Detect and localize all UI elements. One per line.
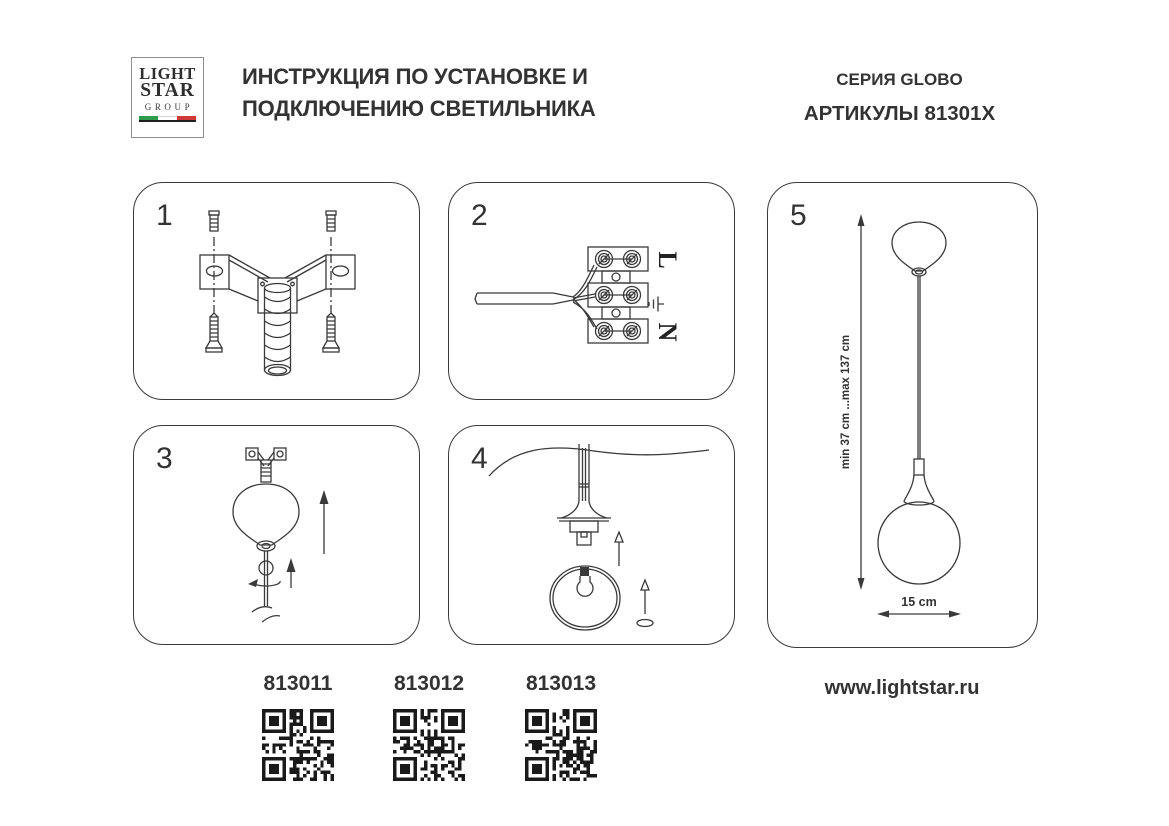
width-dimension-label: 15 cm	[901, 595, 937, 609]
series-name: СЕРИЯ GLOBO	[836, 70, 963, 89]
pendant-lamp	[878, 222, 960, 584]
logo-text-group: GROUP	[144, 102, 194, 112]
logo-text-star: STAR	[140, 80, 195, 101]
article-item	[393, 672, 465, 781]
step-2-number: 2	[471, 199, 488, 232]
step-2-panel	[448, 182, 735, 400]
article-code: 813011	[263, 672, 333, 695]
wall-plug-icon	[209, 211, 336, 231]
series-info	[752, 70, 1047, 126]
articles-code: АРТИКУЛЫ 81301X	[803, 102, 996, 125]
step-5-number: 5	[790, 199, 807, 232]
terminal-label-line: L	[653, 251, 682, 269]
glass-globe	[550, 566, 620, 630]
globe-attachment-drawing	[449, 426, 736, 646]
italian-flag-icon	[139, 116, 196, 122]
step-5-panel	[767, 182, 1038, 648]
height-dimension-label: min 37 cm ...max 137 cm	[840, 334, 852, 470]
article-code: 813012	[393, 672, 465, 695]
step-1-number: 1	[156, 199, 173, 232]
page-title-line1: ИНСТРУКЦИЯ ПО УСТАНОВКЕ И	[242, 64, 588, 89]
logo-text-light: LIGHT	[139, 64, 196, 83]
website-link: www.lightstar.ru	[824, 677, 980, 699]
pendant-dimensions-drawing	[768, 183, 1039, 649]
lightstar-logo	[131, 57, 204, 138]
height-dimension-arrow	[858, 214, 865, 590]
screw-icon	[206, 313, 339, 352]
page-title	[242, 61, 596, 125]
threaded-tube	[265, 284, 291, 376]
wiring-drawing	[449, 183, 736, 401]
qr-code	[393, 709, 465, 781]
page-title-line2: ПОДКЛЮЧЕНИЮ СВЕТИЛЬНИКА	[242, 96, 596, 121]
ceiling-canopy	[233, 484, 299, 551]
article-item	[262, 672, 334, 781]
ceiling-line	[489, 448, 709, 476]
ring-nut-icon	[637, 620, 653, 627]
step-3-number: 3	[156, 442, 173, 475]
qr-code	[262, 709, 334, 781]
article-item	[525, 672, 597, 781]
qr-code	[525, 709, 597, 781]
mounting-bracket-drawing	[134, 183, 421, 401]
axis-line	[214, 237, 331, 315]
step-4-panel	[448, 425, 735, 645]
step-4-number: 4	[471, 442, 488, 475]
step-1-panel	[133, 182, 420, 400]
step-3-panel	[133, 425, 420, 645]
article-code: 813013	[525, 672, 597, 695]
up-arrow-icon	[287, 490, 329, 588]
suspension-rod	[557, 444, 611, 545]
terminal-label-neutral: N	[653, 322, 682, 342]
canopy-mounting-drawing	[134, 426, 421, 646]
width-dimension-arrow	[877, 611, 961, 618]
mounted-bracket	[246, 448, 286, 482]
power-cable	[475, 265, 597, 329]
